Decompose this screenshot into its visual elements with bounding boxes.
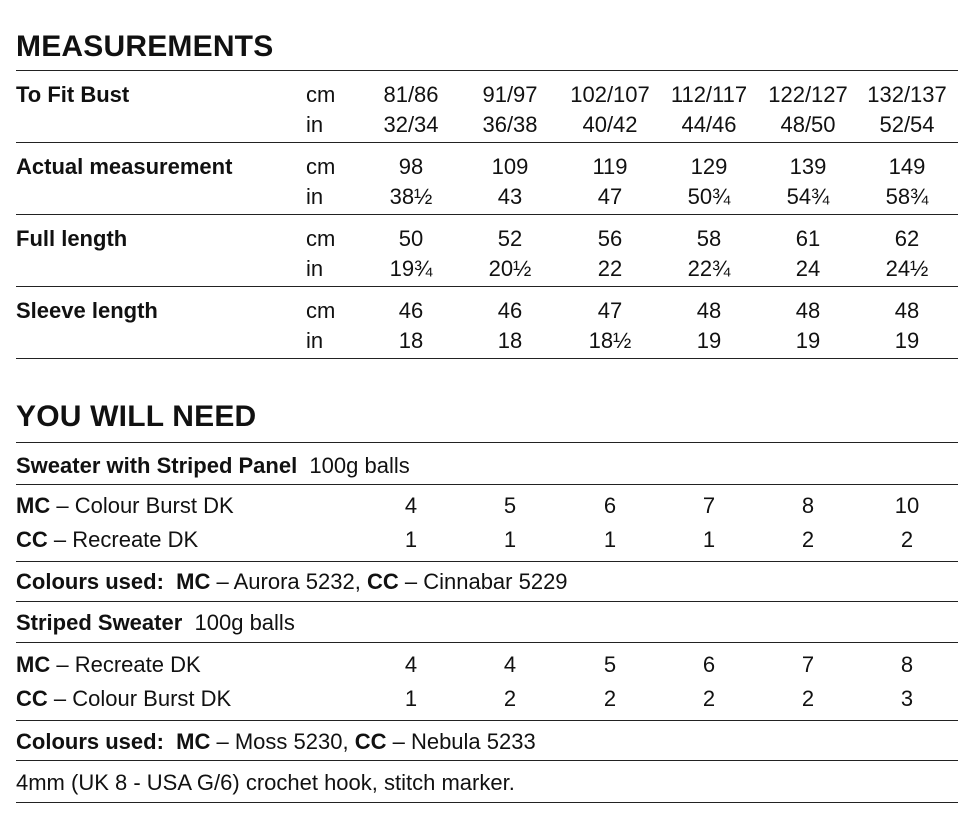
size-value-cm: 56 bbox=[597, 226, 623, 251]
rule bbox=[16, 70, 958, 71]
rule bbox=[16, 484, 958, 485]
rule bbox=[16, 214, 958, 215]
size-value-in: 58¾ bbox=[885, 184, 929, 209]
you-will-need-title: YOU WILL NEED bbox=[16, 400, 257, 433]
panel-cc-label bbox=[16, 527, 198, 553]
size-value-cm: 139 bbox=[789, 154, 827, 179]
rule bbox=[16, 358, 958, 359]
size-value-in: 19¾ bbox=[389, 256, 433, 281]
panel-sweater-name: Sweater with Striped Panel bbox=[16, 453, 298, 478]
colours-mc-code: MC bbox=[176, 569, 211, 594]
size-value-cm: 102/107 bbox=[570, 82, 650, 107]
size-value-in: 52/54 bbox=[879, 112, 935, 137]
cc-ball-count: 1 bbox=[404, 527, 418, 552]
mc-ball-count: 6 bbox=[603, 493, 617, 518]
size-value-cm: 62 bbox=[894, 226, 920, 251]
colours-cc-code: CC bbox=[366, 569, 399, 594]
mc-code: MC bbox=[16, 493, 51, 518]
striped-sweater-name: Striped Sweater bbox=[16, 610, 183, 635]
size-value-cm: 47 bbox=[597, 298, 623, 323]
rule bbox=[16, 720, 958, 721]
mc-ball-count: 4 bbox=[404, 652, 418, 677]
size-value-cm: 109 bbox=[491, 154, 529, 179]
mc-code: MC bbox=[16, 652, 51, 677]
row-label: Actual measurement bbox=[16, 154, 233, 179]
rule bbox=[16, 601, 958, 602]
panel-sweater-heading bbox=[16, 453, 410, 479]
mc-yarn: – Colour Burst DK bbox=[56, 493, 234, 518]
cc-ball-count: 2 bbox=[900, 527, 914, 552]
size-value-in: 24 bbox=[795, 256, 821, 281]
size-value-cm: 46 bbox=[497, 298, 523, 323]
cc-ball-count: 3 bbox=[900, 686, 914, 711]
rule bbox=[16, 442, 958, 443]
unit-cm: cm bbox=[306, 82, 336, 107]
size-value-cm: 50 bbox=[398, 226, 424, 251]
size-value-cm: 48 bbox=[696, 298, 722, 323]
rule bbox=[16, 142, 958, 143]
cc-ball-count: 1 bbox=[603, 527, 617, 552]
cc-ball-count: 2 bbox=[702, 686, 716, 711]
size-value-cm: 46 bbox=[398, 298, 424, 323]
size-value-cm: 91/97 bbox=[482, 82, 538, 107]
cc-ball-count: 2 bbox=[503, 686, 517, 711]
mc-ball-count: 8 bbox=[900, 652, 914, 677]
size-value-in: 38½ bbox=[389, 184, 433, 209]
unit-cm: cm bbox=[306, 298, 336, 323]
row-label: Sleeve length bbox=[16, 298, 158, 323]
size-value-cm: 132/137 bbox=[867, 82, 947, 107]
size-value-in: 20½ bbox=[488, 256, 532, 281]
mc-yarn: – Recreate DK bbox=[56, 652, 201, 677]
row-label: To Fit Bust bbox=[16, 82, 130, 107]
colours-used-label: Colours used: bbox=[16, 729, 164, 754]
size-value-cm: 58 bbox=[696, 226, 722, 251]
striped-sweater-balls: 100g balls bbox=[194, 610, 295, 635]
mc-ball-count: 5 bbox=[503, 493, 517, 518]
colours-used-label: Colours used: bbox=[16, 569, 164, 594]
size-value-cm: 112/117 bbox=[670, 82, 748, 107]
cc-ball-count: 1 bbox=[702, 527, 716, 552]
rule bbox=[16, 286, 958, 287]
rule bbox=[16, 642, 958, 643]
striped-sweater-heading bbox=[16, 610, 295, 636]
panel-colours-used bbox=[16, 569, 568, 595]
size-value-in: 47 bbox=[597, 184, 623, 209]
colours-cc-code: CC bbox=[354, 729, 387, 754]
panel-sweater-balls: 100g balls bbox=[309, 453, 410, 478]
mc-ball-count: 5 bbox=[603, 652, 617, 677]
cc-yarn: – Colour Burst DK bbox=[53, 686, 232, 711]
unit-in: in bbox=[306, 112, 324, 137]
mc-ball-count: 8 bbox=[801, 493, 815, 518]
mc-ball-count: 10 bbox=[894, 493, 920, 518]
hook-requirements: 4mm (UK 8 - USA G/6) crochet hook, stitch marker. bbox=[16, 770, 515, 795]
colours-mc-value: – Aurora 5232, bbox=[216, 569, 361, 594]
size-value-in: 50¾ bbox=[687, 184, 731, 209]
unit-in: in bbox=[306, 328, 324, 353]
colours-cc-value: – Cinnabar 5229 bbox=[404, 569, 568, 594]
cc-ball-count: 1 bbox=[404, 686, 418, 711]
unit-in: in bbox=[306, 184, 324, 209]
size-value-in: 19 bbox=[795, 328, 821, 353]
size-value-in: 19 bbox=[894, 328, 920, 353]
measurements-title: MEASUREMENTS bbox=[16, 30, 274, 63]
colours-mc-value: – Moss 5230, bbox=[216, 729, 349, 754]
size-value-cm: 149 bbox=[888, 154, 926, 179]
unit-cm: cm bbox=[306, 154, 336, 179]
size-value-cm: 52 bbox=[497, 226, 523, 251]
size-value-in: 54¾ bbox=[786, 184, 830, 209]
unit-in: in bbox=[306, 256, 324, 281]
row-label: Full length bbox=[16, 226, 128, 251]
striped-mc-label bbox=[16, 652, 201, 678]
size-value-cm: 119 bbox=[592, 154, 628, 179]
size-value-in: 19 bbox=[696, 328, 722, 353]
mc-ball-count: 4 bbox=[404, 493, 418, 518]
size-value-cm: 122/127 bbox=[768, 82, 848, 107]
cc-code: CC bbox=[16, 686, 48, 711]
mc-ball-count: 7 bbox=[801, 652, 815, 677]
size-value-in: 48/50 bbox=[780, 112, 836, 137]
mc-ball-count: 4 bbox=[503, 652, 517, 677]
size-value-cm: 48 bbox=[795, 298, 821, 323]
size-value-cm: 48 bbox=[894, 298, 920, 323]
colours-cc-value: – Nebula 5233 bbox=[392, 729, 536, 754]
unit-cm: cm bbox=[306, 226, 336, 251]
cc-ball-count: 2 bbox=[801, 527, 815, 552]
rule bbox=[16, 561, 958, 562]
mc-ball-count: 6 bbox=[702, 652, 716, 677]
size-value-cm: 98 bbox=[398, 154, 424, 179]
size-value-in: 18 bbox=[497, 328, 523, 353]
rule bbox=[16, 760, 958, 761]
size-value-cm: 129 bbox=[690, 154, 728, 179]
striped-cc-label bbox=[16, 686, 231, 712]
size-value-in: 22¾ bbox=[687, 256, 731, 281]
size-value-in: 18 bbox=[398, 328, 424, 353]
rule bbox=[16, 802, 958, 803]
cc-yarn: – Recreate DK bbox=[53, 527, 199, 552]
size-value-cm: 61 bbox=[795, 226, 821, 251]
cc-ball-count: 2 bbox=[603, 686, 617, 711]
size-value-in: 22 bbox=[597, 256, 623, 281]
size-value-in: 40/42 bbox=[582, 112, 638, 137]
panel-mc-label bbox=[16, 493, 234, 519]
size-value-in: 24½ bbox=[885, 256, 929, 281]
size-value-in: 43 bbox=[497, 184, 523, 209]
cc-code: CC bbox=[16, 527, 48, 552]
size-value-in: 18½ bbox=[588, 328, 632, 353]
mc-ball-count: 7 bbox=[702, 493, 716, 518]
size-value-in: 32/34 bbox=[383, 112, 439, 137]
colours-mc-code: MC bbox=[176, 729, 211, 754]
size-value-cm: 81/86 bbox=[383, 82, 439, 107]
striped-colours-used bbox=[16, 729, 536, 755]
size-value-in: 44/46 bbox=[681, 112, 737, 137]
size-value-in: 36/38 bbox=[482, 112, 538, 137]
cc-ball-count: 2 bbox=[801, 686, 815, 711]
cc-ball-count: 1 bbox=[503, 527, 517, 552]
